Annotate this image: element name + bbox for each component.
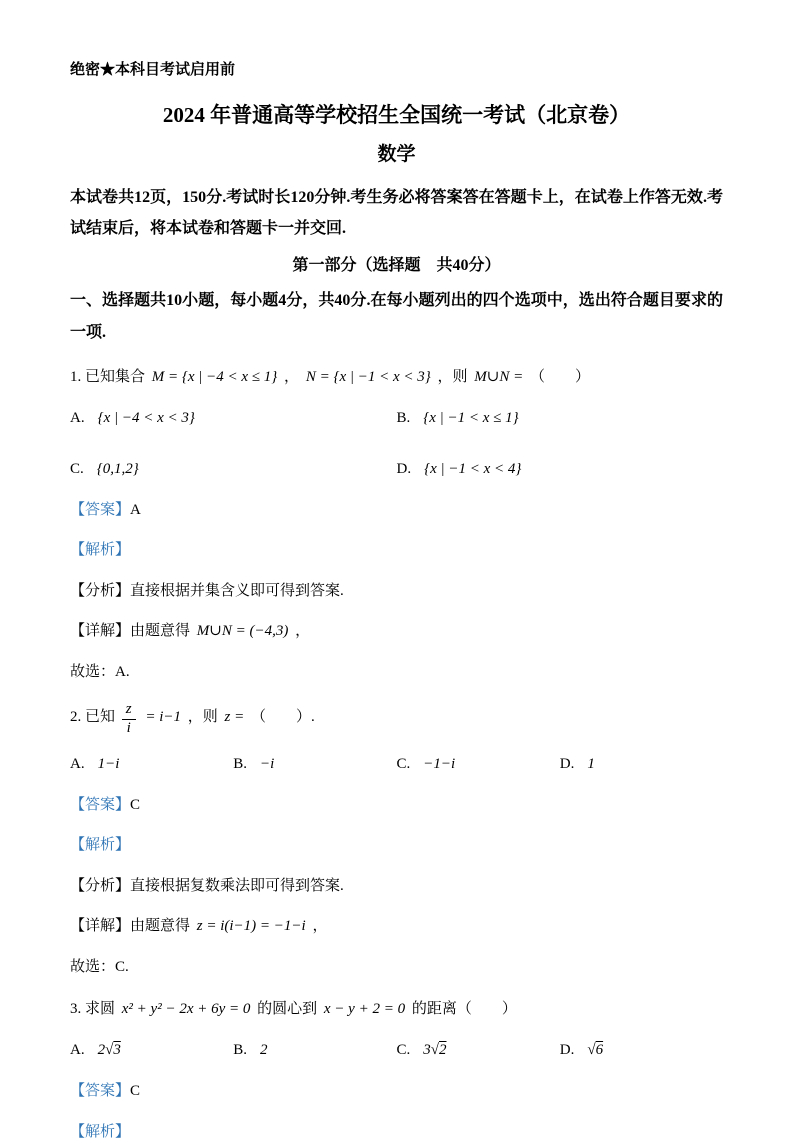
set-m-expression: M = {x | −4 < x ≤ 1}	[151, 368, 278, 385]
option-label: C.	[70, 460, 84, 477]
option-b	[397, 405, 724, 432]
fraction-z-over-i	[122, 701, 136, 737]
answer-blank: （ ）	[529, 368, 590, 385]
option-value: −1−i	[423, 755, 456, 772]
fraction-denominator: i	[126, 719, 131, 736]
option-label: A.	[70, 409, 85, 426]
option-value: {0,1,2}	[96, 460, 139, 477]
answer-line	[70, 793, 723, 819]
option-d	[560, 1037, 723, 1064]
question-2-options	[70, 751, 723, 778]
stem-text: 已知	[85, 709, 116, 725]
option-b	[233, 1037, 396, 1064]
equation-rhs: = i−1	[145, 709, 182, 725]
option-d	[397, 456, 724, 483]
z-expression: z =	[224, 709, 245, 725]
radical-prefix: 3√	[423, 1042, 439, 1059]
question-3	[70, 996, 723, 1145]
answer-label: 【答案】	[70, 796, 131, 813]
option-label: D.	[396, 460, 412, 477]
set-n-expression: N = {x | −1 < x < 3}	[305, 368, 431, 385]
option-label: D.	[559, 1042, 575, 1059]
option-a	[70, 405, 397, 432]
detail-label: 【详解】由题意得	[70, 623, 191, 640]
option-label: B.	[396, 409, 411, 426]
option-a	[70, 751, 233, 778]
question-number: 3.	[70, 1001, 82, 1018]
classification-notice: 绝密★本科目考试启用前	[70, 62, 236, 78]
analysis-heading: 【解析】	[70, 542, 131, 559]
analysis-heading: 【解析】	[70, 837, 131, 854]
circle-equation: x² + y² − 2x + 6y = 0	[121, 1001, 251, 1018]
detail-tail: ，	[295, 623, 311, 640]
option-value: −i	[260, 755, 275, 772]
section-heading: 第一部分（选择题 共40分）	[292, 257, 501, 275]
question-1-stem	[70, 364, 723, 391]
option-label: A.	[70, 755, 85, 772]
option-a	[70, 1037, 233, 1064]
question-number: 2.	[70, 709, 82, 725]
detail-math: M∪N = (−4,3)	[196, 623, 289, 640]
question-3-options	[70, 1037, 723, 1064]
option-label: B.	[233, 1042, 248, 1059]
option-value: {x | −1 < x ≤ 1}	[423, 409, 519, 426]
option-d	[560, 751, 723, 778]
option-label: D.	[559, 755, 575, 772]
detail-tail: ，	[312, 918, 328, 935]
option-c	[397, 1037, 560, 1064]
option-value: 1−i	[97, 755, 120, 772]
analysis-text: 【分析】直接根据并集含义即可得到答案.	[70, 582, 344, 599]
option-value	[423, 1042, 446, 1058]
detail-line	[70, 914, 723, 940]
answer-line	[70, 1079, 723, 1105]
conclusion: 故选：A.	[70, 663, 130, 680]
option-c	[397, 751, 560, 778]
question-1	[70, 364, 723, 686]
answer-value: A	[130, 501, 141, 518]
option-value: {x | −1 < x < 4}	[424, 460, 522, 477]
option-value: {x | −4 < x < 3}	[97, 409, 195, 426]
answer-label: 【答案】	[70, 501, 131, 518]
stem-text: ，则	[437, 368, 468, 385]
stem-text: 已知集合	[85, 368, 146, 385]
question-2-stem	[70, 701, 723, 737]
question-2	[70, 701, 723, 980]
section-directions: 一、选择题共10小题，每小题4分，共40分.在每小题列出的四个选项中，选出符合题目要求的一项.	[70, 292, 723, 341]
union-expression: M∪N =	[474, 368, 524, 385]
option-label: B.	[233, 755, 248, 772]
option-value	[260, 1042, 268, 1058]
radicand: 6	[595, 1042, 604, 1059]
radical-prefix: √	[587, 1042, 596, 1059]
option-c	[70, 456, 397, 483]
subject-title: 数学	[377, 144, 416, 165]
radical-prefix: 2	[260, 1042, 268, 1059]
stem-text: ，则	[187, 709, 218, 725]
analysis-text: 【分析】直接根据复数乘法即可得到答案.	[70, 877, 344, 894]
exam-title: 2024 年普通高等学校招生全国统一考试（北京卷）	[162, 103, 631, 127]
option-label: C.	[396, 1042, 411, 1059]
question-number: 1.	[70, 368, 82, 385]
radicand: 2	[439, 1042, 447, 1059]
stem-text: 的圆心到	[257, 1001, 318, 1018]
answer-label: 【答案】	[70, 1083, 131, 1100]
detail-label: 【详解】由题意得	[70, 918, 191, 935]
conclusion: 故选：C.	[70, 958, 129, 975]
option-value	[98, 1042, 121, 1058]
stem-text: ，	[284, 368, 300, 385]
option-label: A.	[70, 1042, 85, 1059]
option-value	[587, 1042, 603, 1058]
option-label: C.	[396, 755, 411, 772]
line-equation: x − y + 2 = 0	[323, 1001, 406, 1018]
question-3-stem	[70, 996, 723, 1023]
answer-line	[70, 498, 723, 524]
radicand: 3	[113, 1042, 121, 1059]
answer-blank: 的距离（ ）	[411, 1001, 517, 1018]
answer-value: C	[130, 1083, 141, 1100]
exam-notice: 本试卷共12页，150分.考试时长120分钟.考生务必将答案答在答题卡上，在试卷上作答无效.考试结束后，将本试卷和答题卡一并交回.	[70, 189, 723, 238]
answer-value: C	[130, 796, 141, 813]
option-value: 1	[587, 755, 595, 772]
detail-math: z = i(i−1) = −1−i	[196, 918, 306, 935]
question-1-options	[70, 405, 723, 483]
radical-prefix: 2√	[97, 1042, 114, 1059]
option-b	[233, 751, 396, 778]
analysis-heading: 【解析】	[70, 1123, 131, 1140]
stem-text: 求圆	[85, 1001, 116, 1018]
detail-line	[70, 619, 723, 645]
fraction-numerator: z	[122, 701, 136, 719]
answer-blank: （ ）.	[251, 709, 315, 725]
